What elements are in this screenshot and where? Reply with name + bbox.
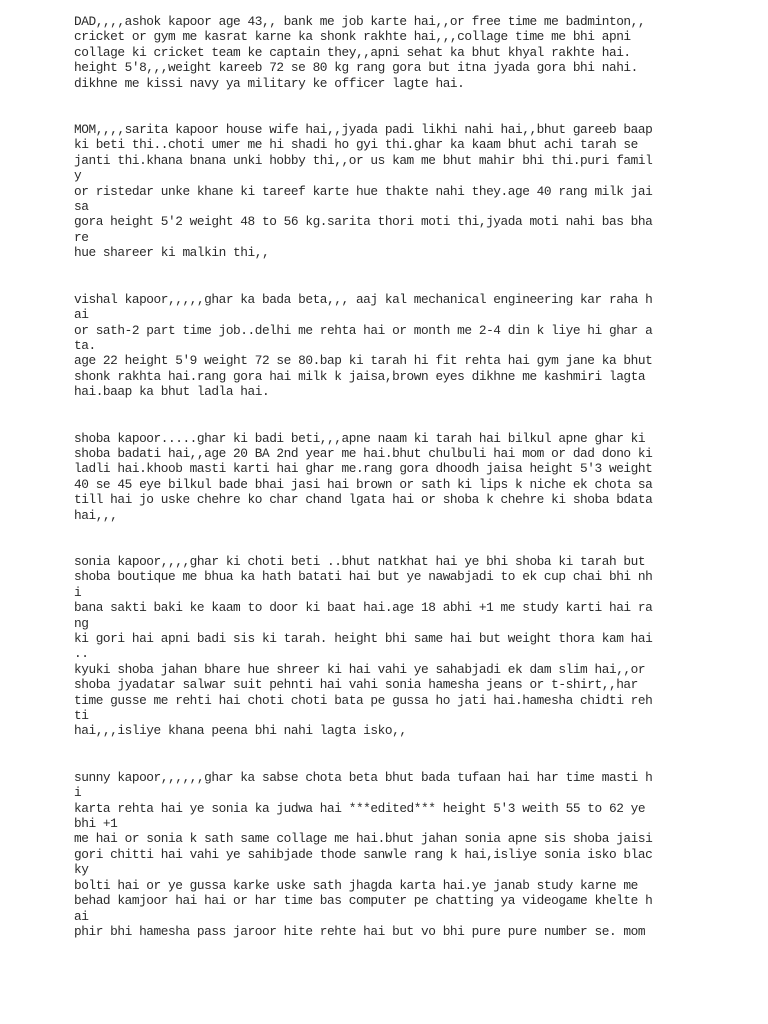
paragraph	[74, 14, 714, 91]
paragraph-gap	[74, 91, 714, 122]
text-line: or ristedar unke khane ki tareef karte hue thakte nahi they.age 40 rang milk jai	[74, 183, 653, 199]
text-line: shoba jyadatar salwar suit pehnti hai vahi sonia hamesha jeans or t-shirt,,har	[74, 677, 638, 693]
text-line: ng	[74, 615, 89, 631]
text-line: time gusse me rehti hai choti choti bata pe gussa ho jati hai.hamesha chidti reh	[74, 692, 653, 708]
paragraph	[74, 122, 714, 261]
paragraph	[74, 770, 714, 939]
text-line: dikhne me kissi navy ya military ke officer lagte hai.	[74, 75, 465, 91]
text-line: till hai jo uske chehre ko char chand lgata hai or shoba k chehre ki shoba bdata	[74, 492, 653, 508]
text-line: ladli hai.khoob masti karti hai ghar me.rang gora dhoodh jaisa height 5'3 weight	[74, 461, 653, 477]
paragraph-gap	[74, 400, 714, 431]
text-line: 40 se 45 eye bilkul bade bhai jasi hai brown or sath ki lips k niche ek chota sa	[74, 476, 653, 492]
text-line: me hai or sonia k sath same collage me hai.bhut jahan sonia apne sis shoba jaisi	[74, 831, 653, 847]
text-line: height 5'8,,,weight kareeb 72 se 80 kg rang gora but itna jyada gora bhi nahi.	[74, 60, 638, 76]
document-body	[74, 14, 714, 939]
paragraph	[74, 431, 714, 523]
paragraph	[74, 554, 714, 739]
text-line: janti thi.khana bnana unki hobby thi,,or us kam me bhut mahir bhi thi.puri famil	[74, 152, 653, 168]
text-line: bolti hai or ye gussa karke uske sath jhagda karta hai.ye janab study karne me	[74, 877, 638, 893]
text-line: i	[74, 785, 82, 801]
text-line: shonk rakhta hai.rang gora hai milk k jaisa,brown eyes dikhne me kashmiri lagta	[74, 368, 646, 384]
text-line: vishal kapoor,,,,,ghar ka bada beta,,, aaj kal mechanical engineering kar raha h	[74, 291, 653, 307]
text-line: bhi +1	[74, 816, 118, 832]
text-line: sa	[74, 199, 89, 215]
text-line: bana sakti baki ke kaam to door ki baat hai.age 18 abhi +1 me study karti hai ra	[74, 600, 653, 616]
text-line: ky	[74, 862, 89, 878]
text-line: ai	[74, 908, 89, 924]
text-line: ta.	[74, 337, 96, 353]
text-line: collage ki cricket team ke captain they,,apni sehat ka bhut khyal rakhte hai.	[74, 44, 631, 60]
text-line: hue shareer ki malkin thi,,	[74, 245, 270, 261]
text-line: shoba kapoor.....ghar ki badi beti,,,apne naam ki tarah hai bilkul apne ghar ki	[74, 430, 646, 446]
text-line: DAD,,,,ashok kapoor age 43,, bank me job karte hai,,or free time me badminton,,	[74, 14, 646, 29]
paragraph-gap	[74, 739, 714, 770]
text-line: ki gori hai apni badi sis ki tarah. height bhi same hai but weight thora kam hai	[74, 631, 653, 646]
text-line: sunny kapoor,,,,,,ghar ka sabse chota beta bhut bada tufaan hai har time masti h	[74, 769, 653, 785]
text-line: re	[74, 229, 89, 245]
text-line: shoba badati hai,,age 20 BA 2nd year me hai.bhut chulbuli hai mom or dad dono ki	[74, 445, 653, 461]
text-line: i	[74, 584, 82, 600]
text-line: gori chitti hai vahi ye sahibjade thode sanwle rang k hai,isliye sonia isko blac	[74, 846, 653, 862]
text-line: y	[74, 168, 82, 184]
paragraph	[74, 292, 714, 400]
text-line: hai,,,isliye khana peena bhi nahi lagta isko,,	[74, 723, 407, 739]
text-line: ..	[74, 646, 89, 662]
paragraph-gap	[74, 523, 714, 554]
text-line: ti	[74, 708, 89, 724]
text-line: ki beti thi..choti umer me hi shadi ho gyi thi.ghar ka kaam bhut achi tarah se	[74, 137, 638, 153]
text-line: kyuki shoba jahan bhare hue shreer ki hai vahi ye sahabjadi ek dam slim hai,,or	[74, 661, 646, 677]
text-line: sonia kapoor,,,,ghar ki choti beti ..bhut natkhat hai ye bhi shoba ki tarah but	[74, 553, 646, 569]
text-line: shoba boutique me bhua ka hath batati hai but ye nawabjadi to ek cup chai bhi nh	[74, 569, 653, 585]
paragraph-gap	[74, 261, 714, 292]
text-line: hai.baap ka bhut ladla hai.	[74, 384, 270, 400]
text-line: gora height 5'2 weight 48 to 56 kg.sarita thori moti thi,jyada moti nahi bas bha	[74, 214, 653, 230]
text-line: or sath-2 part time job..delhi me rehta hai or month me 2-4 din k liye hi ghar a	[74, 322, 653, 338]
text-line: age 22 height 5'9 weight 72 se 80.bap ki tarah hi fit rehta hai gym jane ka bhut	[74, 353, 653, 369]
text-line: karta rehta hai ye sonia ka judwa hai ***edited*** height 5'3 weith 55 to 62 ye	[74, 800, 646, 816]
text-line: behad kamjoor hai hai or har time bas computer pe chatting ya videogame khelte h	[74, 893, 653, 909]
text-line: hai,,,	[74, 507, 118, 523]
text-line: MOM,,,,sarita kapoor house wife hai,,jyada padi likhi nahi hai,,bhut gareeb baap	[74, 122, 653, 138]
text-line: cricket or gym me kasrat karne ka shonk rakhte hai,,,collage time me bhi apni	[74, 29, 631, 45]
text-line: ai	[74, 307, 89, 323]
text-line: phir bhi hamesha pass jaroor hite rehte hai but vo bhi pure pure number se. mom	[74, 923, 646, 939]
